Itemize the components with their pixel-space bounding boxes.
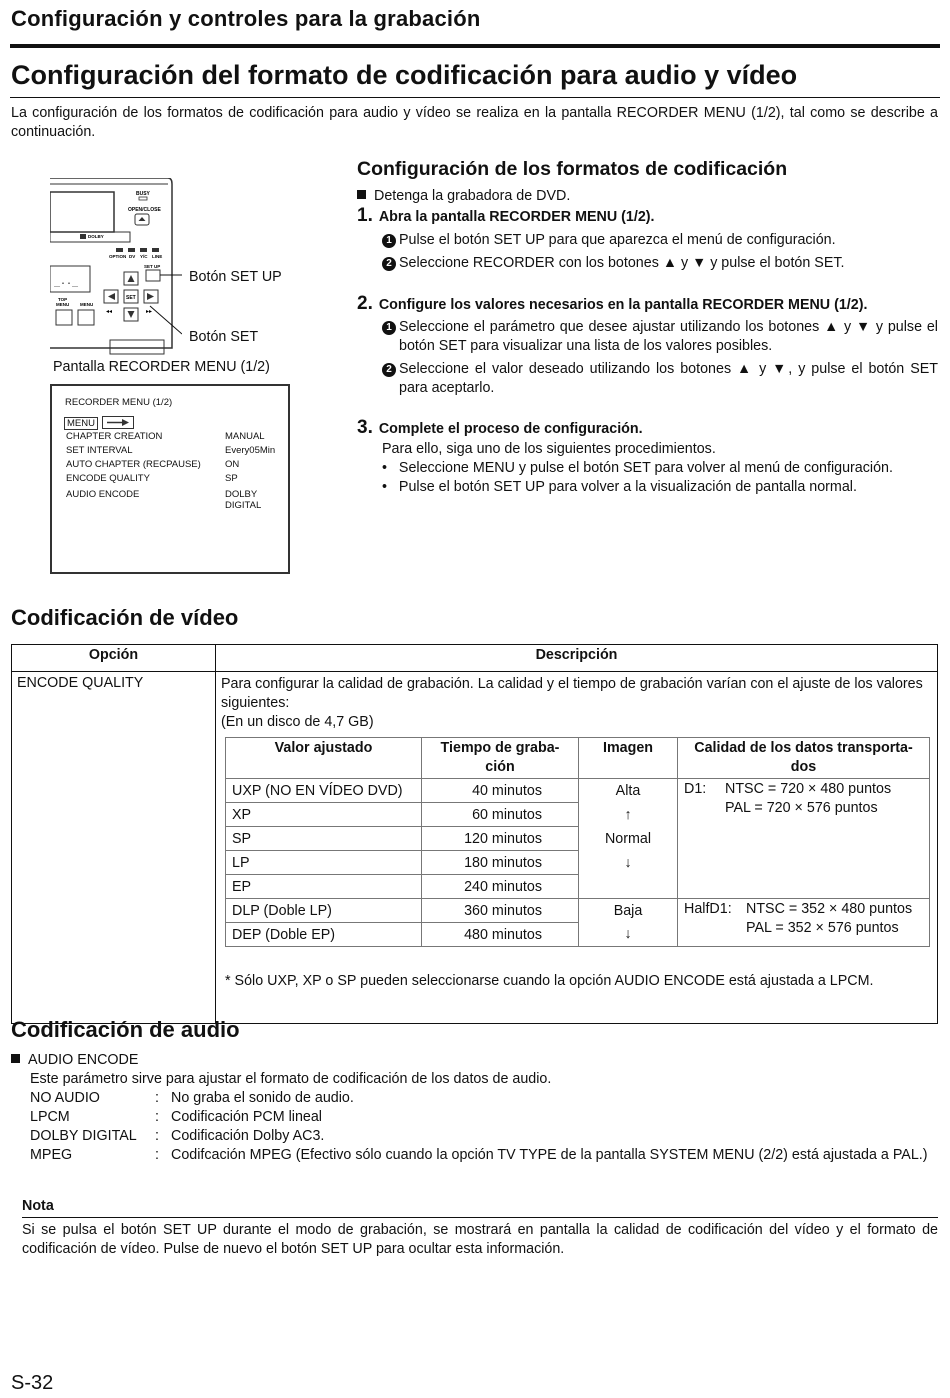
top-menu-label-2: MENU	[56, 302, 70, 307]
busy-label: BUSY	[136, 191, 150, 197]
inner-header-value: Valor ajustado	[226, 738, 422, 779]
value-cell: EP	[226, 875, 422, 899]
menu-row-value: DOLBY DIGITAL	[225, 489, 262, 511]
image-normal: Normal	[579, 827, 678, 851]
step-1-substep-1: 1 Pulse el botón SET UP para que aparezca el menú de configuración.	[382, 231, 938, 250]
step-1-substep-2: 2 Seleccione RECORDER con los botones ▲ y ▼ y pulse el botón SET.	[382, 254, 938, 273]
quality-table	[225, 737, 930, 947]
d1-ntsc: NTSC = 720 × 480 puntos	[725, 781, 892, 797]
menu-row-name: CHAPTER CREATION	[66, 431, 163, 442]
recorder-menu-menu-label: MENU	[64, 417, 98, 430]
inner-header-quality: Calidad de los datos transporta-dos	[678, 738, 930, 779]
col-header-option: Opción	[12, 645, 216, 672]
open-close-label: OPEN/CLOSE	[128, 207, 161, 213]
halfd1-label: HalfD1:	[684, 901, 732, 917]
step-3-bullet: • Pulse el botón SET UP para volver a la visualización de pantalla normal.	[382, 479, 857, 495]
arrow-up-icon: ↑	[579, 803, 678, 827]
d1-label: D1:	[684, 781, 707, 797]
step-1: 1. Abra la pantalla RECORDER MENU (1/2).	[357, 205, 655, 226]
image-baja: Baja	[579, 899, 678, 923]
time-cell: 40 minutos	[422, 779, 579, 803]
arrow-down-icon: ↓	[579, 923, 678, 947]
menu-row-name: ENCODE QUALITY	[66, 473, 150, 484]
svg-text:◂◂: ◂◂	[106, 308, 113, 315]
header-rule	[10, 44, 940, 48]
option-cell	[12, 672, 216, 1024]
down-arrow-icon	[128, 311, 135, 318]
step-3-bullet: • Seleccione MENU y pulse el botón SET para volver al menú de configuración.	[382, 460, 893, 476]
menu-row-name: AUTO CHAPTER (RECPAUSE)	[66, 459, 201, 470]
list-item: DOLBY DIGITAL : Codificación Dolby AC3.	[30, 1128, 325, 1144]
device-front-panel-diagram	[50, 178, 182, 356]
section-header: Configuración y controles para la grabación	[11, 6, 481, 31]
image-blank	[579, 875, 678, 899]
step-2-substep-2: 2 Seleccione el valor deseado utilizando los botones ▲ y ▼, y pulse el botón SET para aceptarlo.	[382, 360, 938, 398]
list-item: MPEG : Codifcación MPEG (Efectivo sólo cuando la opción TV TYPE de la pantalla SYSTEM MENU (2/2) está ajustada a PAL.)	[30, 1147, 928, 1163]
description-text: Para configurar la calidad de grabación. La calidad y el tiempo de grabación varían con el ajuste de los valores siguientes:	[221, 676, 923, 711]
callout-setup-button: Botón SET UP	[189, 269, 282, 285]
menu-row-name: SET INTERVAL	[66, 445, 133, 456]
step-2-substep-1: 1 Seleccione el parámetro que desee ajustar utilizando los botones ▲ y ▼ y pulse el botón SET para visualizar una lista de los valores posibles.	[382, 318, 938, 356]
menu-row-value: ON	[225, 459, 240, 470]
audio-description: Este parámetro sirve para ajustar el formato de codificación de los datos de audio.	[30, 1071, 552, 1087]
callout-set-button: Botón SET	[189, 329, 259, 345]
inner-header-image: Imagen	[579, 738, 678, 779]
menu-row-name: AUDIO ENCODE	[66, 489, 140, 500]
halfd1-ntsc: NTSC = 352 × 480 puntos	[746, 901, 913, 917]
list-item: LPCM : Codificación PCM lineal	[30, 1109, 322, 1125]
list-item: NO AUDIO : No graba el sonido de audio.	[30, 1090, 354, 1106]
inner-header-time: Tiempo de graba-ción	[422, 738, 579, 779]
title-rule	[10, 97, 940, 98]
time-cell: 120 minutos	[422, 827, 579, 851]
option-encode-quality: ENCODE QUALITY	[17, 675, 144, 691]
note-title: Nota	[22, 1198, 54, 1214]
halfd1-cell	[678, 899, 930, 947]
menu-row-value: SP	[225, 473, 238, 484]
yc-label: Y/C	[140, 254, 148, 259]
dolby-label: DOLBY	[88, 234, 104, 239]
recorder-menu-title: RECORDER MENU (1/2)	[65, 397, 173, 408]
d1-pal: PAL = 720 × 576 puntos	[725, 800, 878, 816]
screen-caption: Pantalla RECORDER MENU (1/2)	[53, 359, 270, 375]
top-menu-label-1: TOP	[58, 297, 68, 302]
setup-label: SET UP	[144, 264, 161, 269]
time-cell: 360 minutos	[422, 899, 579, 923]
procedure-title: Configuración de los formatos de codificación	[357, 158, 788, 180]
table-row	[226, 899, 930, 923]
recorder-menu-screen	[50, 384, 290, 574]
value-cell: SP	[226, 827, 422, 851]
right-arrow-icon	[147, 293, 154, 300]
value-cell: LP	[226, 851, 422, 875]
step-2: 2. Configure los valores necesarios en la pantalla RECORDER MENU (1/2).	[357, 293, 868, 314]
intro-text: La configuración de los formatos de codificación para audio y vídeo se realiza en la pantalla RECORDER MENU (1/2), tal como se describe a continuación.	[11, 105, 938, 140]
halfd1-pal: PAL = 352 × 576 puntos	[746, 920, 899, 936]
step-3: 3. Complete el proceso de configuración.	[357, 417, 643, 438]
note-text: Si se pulsa el botón SET UP durante el modo de grabación, se mostrará en pantalla la calidad de codificación del vídeo y el formato de codificación de vídeo. Pulse de nuevo el botón SET UP para ocultar esta información.	[22, 1222, 938, 1257]
col-header-description: Descripción	[216, 645, 938, 672]
dolby-logo	[80, 234, 86, 239]
value-cell: XP	[226, 803, 422, 827]
value-cell: UXP (NO EN VÍDEO DVD)	[226, 779, 422, 803]
time-cell: 60 minutos	[422, 803, 579, 827]
right-arrow-box-icon	[102, 416, 134, 429]
procedure-precondition: Detenga la grabadora de DVD.	[357, 187, 570, 206]
menu-row-value: Every05Min	[225, 445, 276, 456]
step-3-text: Para ello, siga uno de los siguientes procedimientos.	[382, 441, 716, 457]
note-rule	[22, 1217, 938, 1218]
eject-icon	[139, 217, 146, 221]
menu-row-value: MANUAL	[225, 431, 265, 442]
svg-text:_.._: _.._	[54, 276, 79, 287]
image-alta: Alta	[579, 779, 678, 803]
description-disc: (En un disco de 4,7 GB)	[221, 714, 374, 730]
value-cell: DEP (Doble EP)	[226, 923, 422, 947]
menu-label: MENU	[80, 302, 94, 307]
time-cell: 180 minutos	[422, 851, 579, 875]
video-section-title: Codificación de vídeo	[11, 605, 239, 630]
page-number: S-32	[11, 1372, 54, 1394]
up-arrow-icon	[128, 275, 135, 282]
time-cell: 240 minutos	[422, 875, 579, 899]
value-cell: DLP (Doble LP)	[226, 899, 422, 923]
audio-options-list	[30, 1089, 938, 1165]
dv-label: DV	[129, 254, 136, 259]
d1-cell	[678, 779, 930, 899]
arrow-down-icon: ↓	[579, 851, 678, 875]
audio-section-title: Codificación de audio	[11, 1017, 240, 1042]
set-label: SET	[126, 295, 136, 301]
time-cell: 480 minutos	[422, 923, 579, 947]
left-arrow-icon	[108, 293, 115, 300]
option-label: OPTION	[109, 254, 127, 259]
table-row	[226, 779, 930, 803]
audio-param: AUDIO ENCODE	[11, 1051, 138, 1070]
video-footnote: * Sólo UXP, XP o SP pueden seleccionarse cuando la opción AUDIO ENCODE está ajustada a LPCM.	[225, 973, 874, 989]
page-title: Configuración del formato de codificación para audio y vídeo	[11, 60, 798, 90]
line-label: LINE	[152, 254, 163, 259]
svg-text:▸▸: ▸▸	[146, 308, 153, 315]
